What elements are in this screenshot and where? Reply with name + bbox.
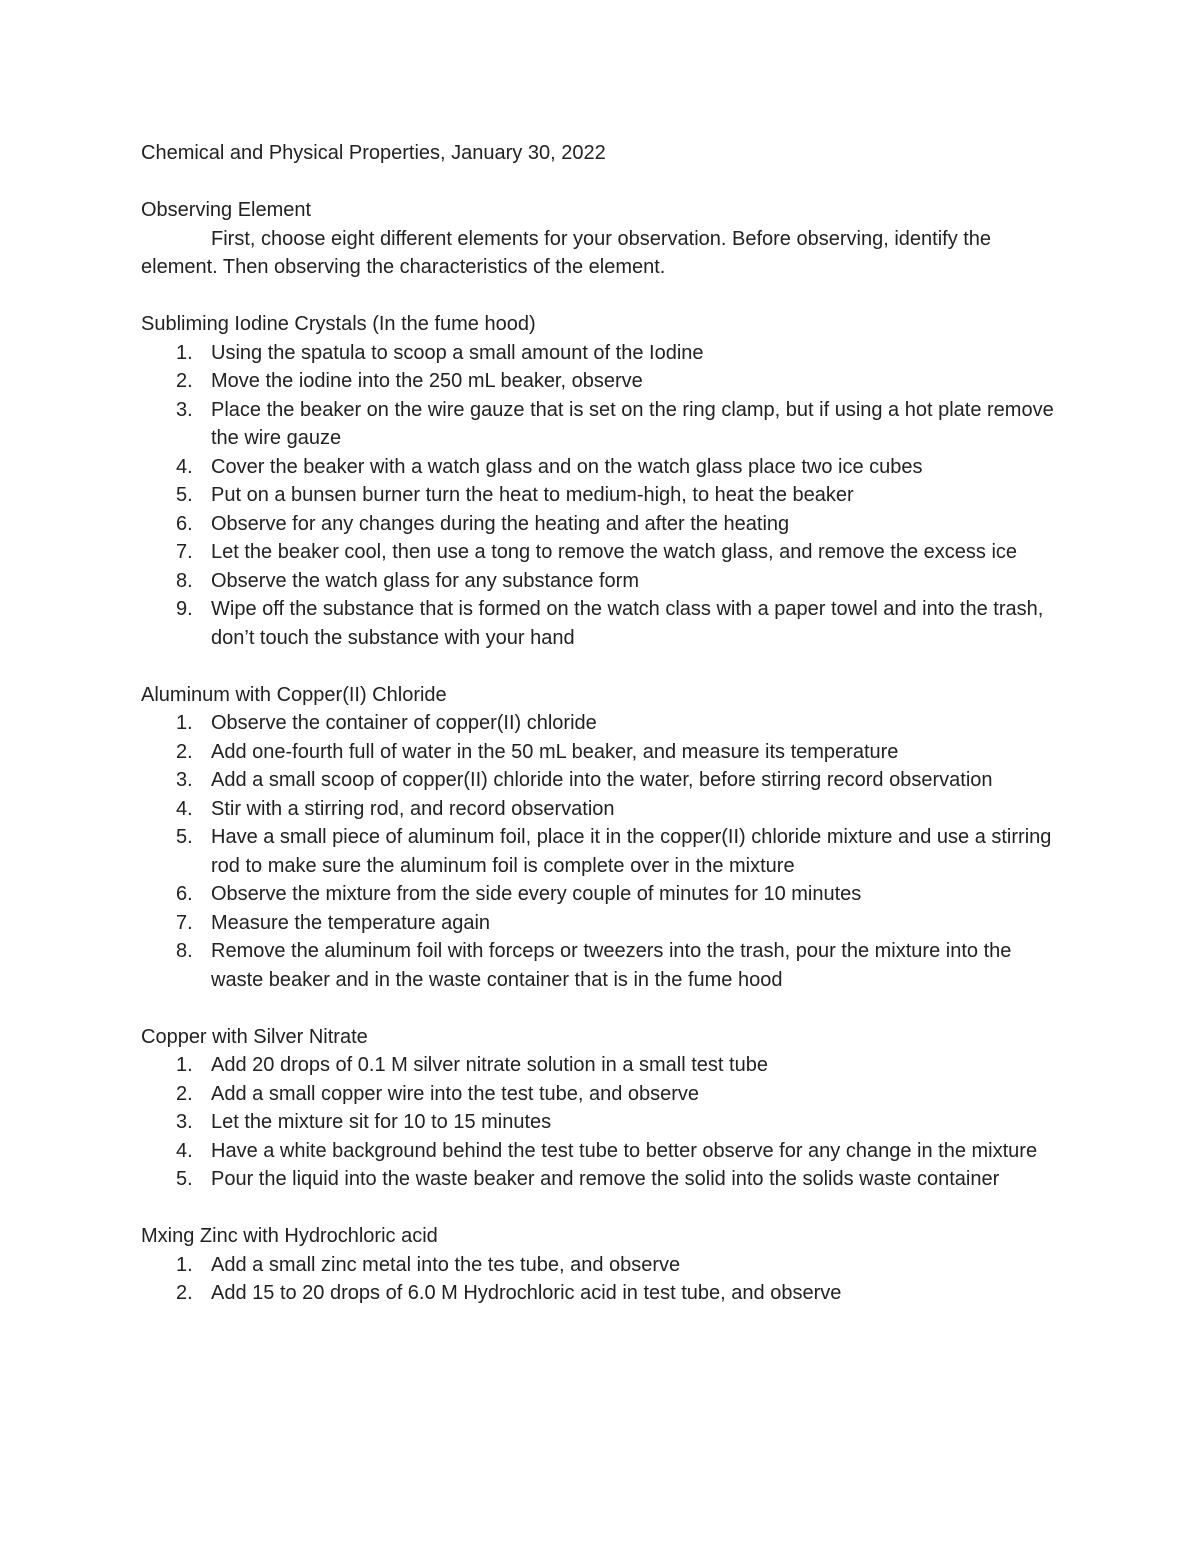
list-item-text: Cover the beaker with a watch glass and on the watch glass place two ice cubes (211, 455, 923, 478)
steps-list (141, 709, 1061, 994)
list-number: 2. (176, 1082, 193, 1105)
list-item (141, 510, 1061, 539)
list-number: 4. (176, 797, 193, 820)
section-subliming-iodine (141, 310, 1061, 652)
spacer (141, 282, 1061, 311)
list-item (141, 1251, 1061, 1280)
list-number: 1. (176, 1054, 193, 1076)
section-heading: Subliming Iodine Crystals (In the fume hood) (141, 313, 536, 335)
section-aluminum-copper-chloride (141, 681, 1061, 995)
list-item-text: Measure the temperature again (211, 911, 491, 934)
list-number: 2. (176, 370, 193, 392)
list-item-text: Wipe off the substance that is formed on the watch class with a paper towel and into the trash, don’t touch the substance with your hand (211, 598, 1044, 649)
section-paragraph: First, choose eight different elements for your observation. Before observing, identify the element. Then observing the characteristics of the element. (141, 227, 992, 278)
list-item (141, 937, 1061, 994)
list-item-text: Stir with a stirring rod, and record observation (211, 797, 615, 820)
list-item (141, 396, 1061, 453)
list-number: 3. (176, 769, 193, 791)
list-number: 6. (176, 883, 193, 905)
list-item (141, 766, 1061, 795)
section-copper-silver-nitrate (141, 1023, 1061, 1194)
steps-list (141, 1051, 1061, 1194)
list-item-text: Place the beaker on the wire gauze that is set on the ring clamp, but if using a hot plate remove the wire gauze (211, 398, 1054, 449)
list-item (141, 453, 1061, 482)
list-number: 6. (176, 512, 193, 535)
list-item-text: Add a small scoop of copper(II) chloride into the water, before stirring record observation (211, 769, 993, 791)
section-heading: Copper with Silver Nitrate (141, 1025, 368, 1048)
list-item-text: Using the spatula to scoop a small amount of the Iodine (211, 341, 704, 364)
list-item (141, 538, 1061, 567)
section-heading: Mxing Zinc with Hydrochloric acid (141, 1225, 438, 1247)
spacer (141, 652, 1061, 681)
list-item (141, 1165, 1061, 1194)
list-item-text: Remove the aluminum foil with forceps or tweezers into the trash, pour the mixture into the waste beaker and in the waste container that is in the fume hood (211, 940, 1012, 991)
list-number: 8. (176, 940, 193, 962)
list-item-text: Put on a bunsen burner turn the heat to medium-high, to heat the beaker (211, 484, 854, 506)
list-number: 5. (176, 484, 193, 506)
list-item-text: Observe for any changes during the heating and after the heating (211, 512, 790, 535)
section-zinc-hydrochloric-acid (141, 1222, 1061, 1308)
list-item (141, 1137, 1061, 1166)
list-item (141, 1279, 1061, 1308)
list-number: 3. (176, 398, 193, 421)
list-item (141, 909, 1061, 938)
document-title: Chemical and Physical Properties, January 30, 2022 (141, 142, 606, 164)
section-observing-element (141, 196, 1061, 282)
list-item (141, 880, 1061, 909)
list-number: 2. (176, 1282, 193, 1304)
list-number: 4. (176, 455, 193, 478)
document-page (141, 139, 1061, 1308)
list-number: 2. (176, 740, 193, 763)
list-item-text: Add 15 to 20 drops of 6.0 M Hydrochloric acid in test tube, and observe (211, 1282, 842, 1304)
steps-list (141, 339, 1061, 653)
list-item (141, 567, 1061, 596)
list-item-text: Add one-fourth full of water in the 50 mL beaker, and measure its temperature (211, 740, 899, 763)
section-heading: Aluminum with Copper(II) Chloride (141, 683, 447, 706)
list-number: 7. (176, 911, 193, 934)
list-item (141, 795, 1061, 824)
list-item-text: Let the beaker cool, then use a tong to remove the watch glass, and remove the excess ice (211, 541, 1018, 563)
list-item-text: Add a small copper wire into the test tube, and observe (211, 1082, 700, 1105)
spacer (141, 168, 1061, 197)
list-item (141, 1051, 1061, 1080)
list-item (141, 1108, 1061, 1137)
list-item (141, 1080, 1061, 1109)
list-item (141, 738, 1061, 767)
list-number: 4. (176, 1139, 193, 1162)
section-heading: Observing Element (141, 199, 312, 221)
list-item-text: Let the mixture sit for 10 to 15 minutes (211, 1111, 552, 1133)
list-number: 3. (176, 1111, 193, 1133)
list-number: 8. (176, 569, 193, 592)
list-item-text: Observe the watch glass for any substance form (211, 569, 639, 592)
list-item-text: Observe the mixture from the side every couple of minutes for 10 minutes (211, 883, 862, 905)
list-number: 7. (176, 541, 193, 563)
list-number: 1. (176, 341, 193, 364)
list-number: 5. (176, 826, 193, 848)
list-item-text: Observe the container of copper(II) chloride (211, 712, 597, 734)
list-item-text: Have a small piece of aluminum foil, place it in the copper(II) chloride mixture and use a stirring rod to make sure the aluminum foil is complete over in the mixture (211, 826, 1052, 877)
list-number: 1. (176, 712, 193, 734)
list-item (141, 595, 1061, 652)
list-number: 1. (176, 1253, 193, 1276)
list-item (141, 339, 1061, 368)
list-item-text: Add 20 drops of 0.1 M silver nitrate solution in a small test tube (211, 1054, 768, 1076)
list-item-text: Pour the liquid into the waste beaker and remove the solid into the solids waste container (211, 1168, 1000, 1190)
list-item (141, 367, 1061, 396)
list-item (141, 481, 1061, 510)
list-item-text: Add a small zinc metal into the tes tube, and observe (211, 1253, 681, 1276)
spacer (141, 1194, 1061, 1223)
list-item (141, 823, 1061, 880)
list-number: 5. (176, 1168, 193, 1190)
list-item-text: Move the iodine into the 250 mL beaker, observe (211, 370, 643, 392)
list-item (141, 709, 1061, 738)
steps-list (141, 1251, 1061, 1308)
list-number: 9. (176, 598, 193, 620)
list-item-text: Have a white background behind the test tube to better observe for any change in the mixture (211, 1139, 1038, 1162)
spacer (141, 994, 1061, 1023)
